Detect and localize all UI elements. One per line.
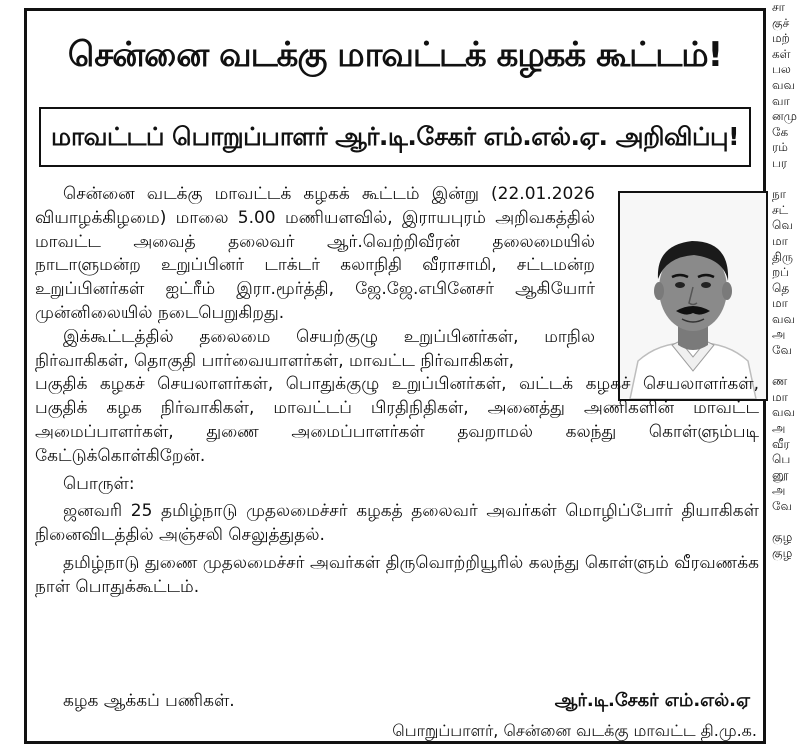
subheadline-box: மாவட்டப் பொறுப்பாளர் ஆர்.டி.சேகர் எம்.எல்.ஏ. அறிவிப்பு! — [39, 107, 751, 167]
side-column-line — [772, 515, 800, 531]
side-column-line: ண — [772, 374, 788, 389]
side-column-line: வவ — [772, 311, 795, 326]
side-column-line: பல — [772, 62, 791, 77]
side-column-line: பர — [772, 155, 788, 170]
agenda-item-2: தமிழ்நாடு துணை முதலமைச்சர் அவர்கள் திருவொற்றியூரில் கலந்து கொள்ளும் வீரவணக்க நாள் பொதுக்கூட்டம். — [35, 552, 759, 597]
side-column-line: கே — [772, 124, 789, 139]
side-column-line: வே — [772, 499, 793, 513]
side-column-line: சட் — [772, 202, 789, 217]
signatory-row — [32, 690, 758, 716]
side-column-line: வீர — [772, 436, 790, 451]
signatory-name: ஆர்.டி.சேகர் எம்.எல்.ஏ — [554, 690, 750, 711]
side-column-line: றப் — [772, 265, 790, 280]
side-column-line: வெ — [772, 218, 793, 233]
agenda-item-1: ஜனவரி 25 தமிழ்நாடு முதலமைச்சர் கழகத் தலைவர் அவர்கள் மொழிப்போர் தியாகிகள் நினைவிடத்தில் அஞ்சலி செலுத்துதல். — [35, 501, 759, 546]
headline: சென்னை வடக்கு மாவட்டக் கழகக் கூட்டம்! — [67, 35, 723, 75]
side-column-line: வா — [772, 93, 790, 108]
side-column-line: னூ — [772, 467, 789, 482]
side-column-line: சா — [772, 0, 785, 14]
paragraph-invitees-part2: பகுதிக் கழகச் செயலாளர்கள், பொதுக்குழு உறுப்பினர்கள், வட்டக் கழகச் செயலாளர்கள், பகுதிக் கழக நிர்வாகிகள், மாவட்டப் பிரதிநிதிகள், அனைத்து அணிகளின் மாவட்ட அமைப்பாளர்கள், துணை அமைப்பாளர்கள் தவறாமல் கலந்து கொள்ளும்படி கேட்டுக்கொள்கிறேன். — [35, 374, 759, 466]
paragraph-meeting-details: சென்னை வடக்கு மாவட்டக் கழகக் கூட்டம் இன்று (22.01.2026 வியாழக்கிழமை) மாலை 5.00 மணியளவில், இராயபுரம் அறிவகத்தில் மாவட்ட அவைத் தலைவர் ஆர்.வெற்றிவீரன் தலைமையில் நாடாளுமன்ற உறுப்பினர் டாக்டர் கலாநிதி வீராசாமி, சட்டமன்ற உறுப்பினர்கள் ஐட்ரீம் இரா.மூர்த்தி, ஜே.ஜே.எபினேசர் ஆகியோர் முன்னிலையில் நடைபெறுகிறது. — [35, 184, 595, 323]
side-column-line: ரம் — [772, 140, 788, 155]
announcement-box — [24, 8, 766, 744]
side-column-line: வவ — [772, 77, 795, 92]
side-column-line: தெ — [772, 280, 790, 295]
paragraph-invitees-part1: இக்கூட்டத்தில் தலைமை செயற்குழு உறுப்பினர்கள், மாநில நிர்வாகிகள், தொகுதி பார்வையாளர்கள், மாவட்ட நிர்வாகிகள், — [35, 326, 595, 371]
adjacent-column-fragment — [772, 0, 800, 749]
side-column-line: மா — [772, 389, 788, 404]
side-column-line: வவ — [772, 405, 795, 420]
side-column-line: மா — [772, 233, 788, 248]
side-column-line: குழ — [772, 530, 793, 545]
side-column-line: நா — [772, 187, 786, 202]
side-column-line: திரு — [772, 249, 793, 264]
side-column-line: னமு — [772, 109, 797, 124]
closing-line: கழக ஆக்கப் பணிகள். — [63, 691, 235, 711]
side-column-line: அ — [772, 421, 786, 436]
side-column-line: மற் — [772, 31, 790, 46]
side-column-line — [772, 359, 800, 375]
side-column-line: குச் — [772, 15, 790, 30]
subject-label: பொருள்: — [63, 473, 135, 494]
side-column-line: கள் — [772, 46, 791, 61]
side-column-line: வே — [772, 343, 793, 358]
signatory-designation: பொறுப்பாளர், சென்னை வடக்கு மாவட்ட தி.மு.க. — [392, 721, 757, 740]
side-column-line: அ — [772, 483, 786, 498]
side-column-line: அ — [772, 327, 786, 342]
announcement-body — [35, 183, 759, 600]
side-column-line — [772, 172, 800, 188]
side-column-line: குழ — [772, 545, 793, 560]
side-column-line: பெ — [772, 452, 791, 467]
side-column-line: மா — [772, 296, 788, 311]
